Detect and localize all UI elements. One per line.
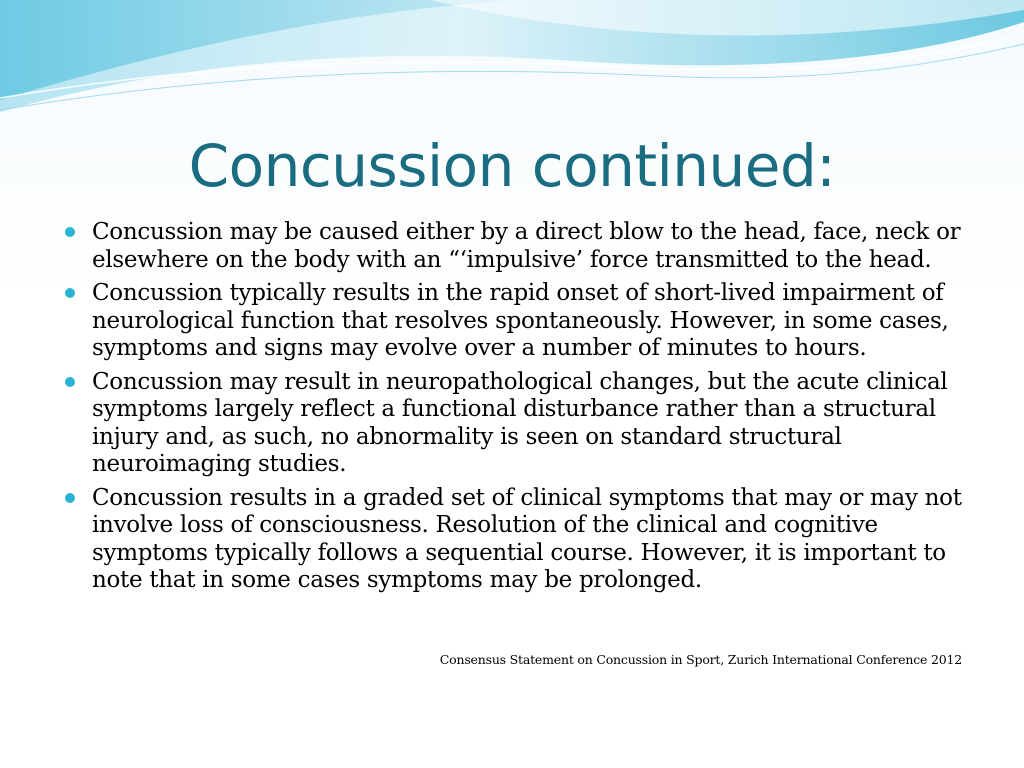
header-wave-decoration [0,0,1024,120]
bullet-list [62,219,970,601]
bullet-icon [65,377,75,387]
bullet-item [62,369,970,479]
bullet-text: Concussion may result in neuropathological changes, but the acute clinical symptoms largely reflect a functional disturbance rather than a structural injury and, as such, no abnormality is seen on standard structural neuroimaging studies. [92,368,948,477]
bullet-text: Concussion typically results in the rapid onset of short-lived impairment of neurological function that resolves spontaneously. However, in some cases, symptoms and signs may evolve over a number of minutes to hours. [92,280,949,361]
bullet-icon [65,493,75,503]
bullet-text: Concussion results in a graded set of clinical symptoms that may or may not involve loss of consciousness. Resolution of the clinical and cognitive symptoms typically follows a sequential course. However, it is important to note that in some cases symptoms may be prolonged. [92,484,962,593]
bullet-item [62,219,970,274]
bullet-icon [65,288,75,298]
citation: Consensus Statement on Concussion in Sport, Zurich International Conference 2012 [439,652,962,667]
bullet-item [62,280,970,363]
slide-title: Concussion continued: [188,132,836,200]
bullet-item [62,485,970,595]
bullet-icon [65,227,75,237]
bullet-text: Concussion may be caused either by a direct blow to the head, face, neck or elsewhere on the body with an “‘impulsive’ force transmitted to the head. [92,219,961,273]
